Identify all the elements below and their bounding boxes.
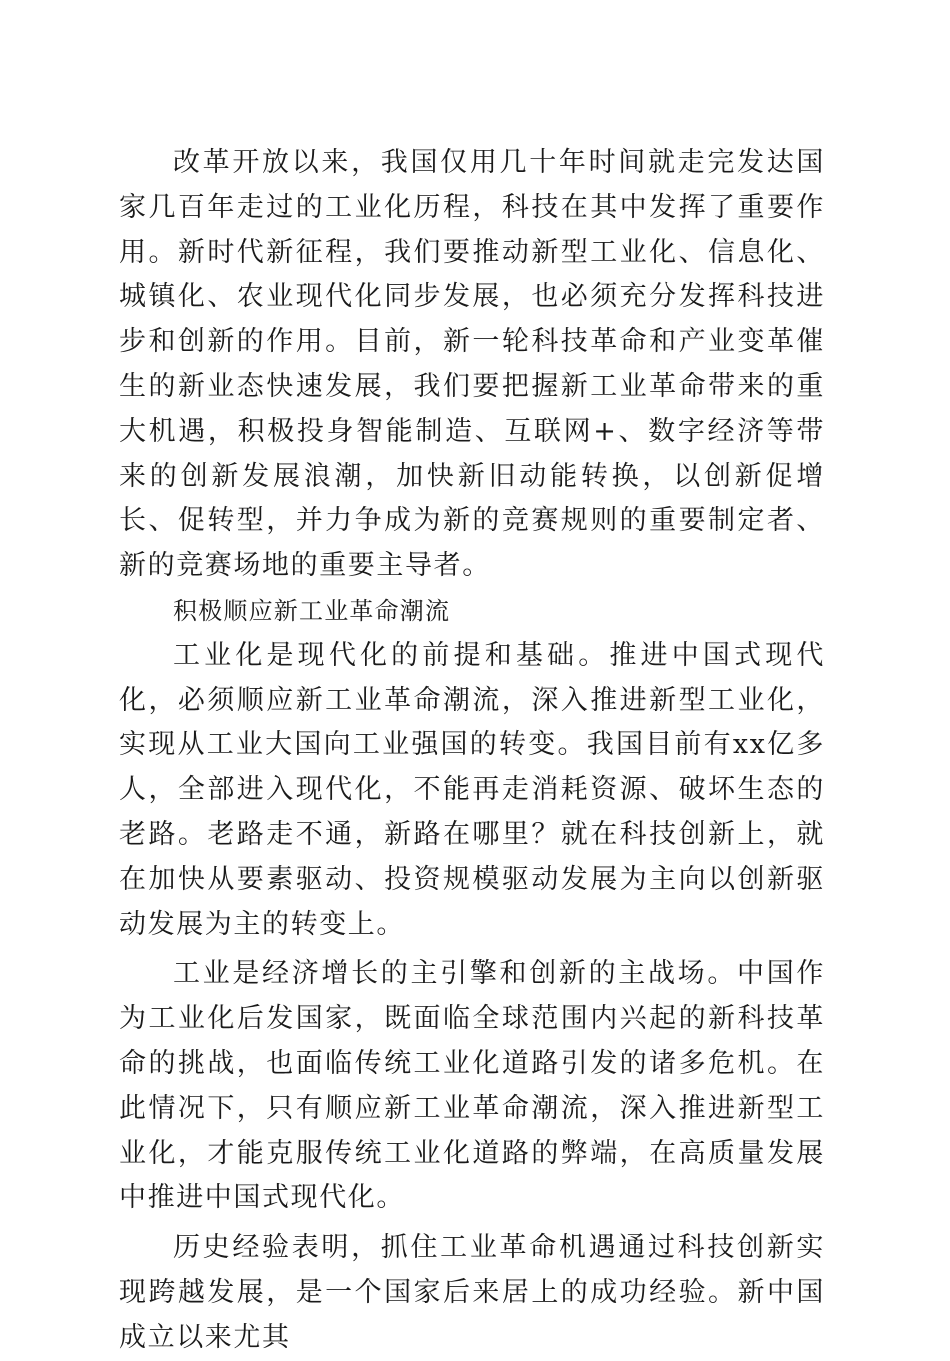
paragraph-historical-experience: 历史经验表明，抓住工业革命机遇通过科技创新实现跨越发展，是一个国家后来居上的成功经验。新中国成立以来尤其 [119, 1232, 825, 1353]
section-heading: 积极顺应新工业革命潮流 [173, 596, 451, 625]
paragraph-reform-opening: 改革开放以来，我国仅用几十年时间就走完发达国家几百年走过的工业化历程，科技在其中发挥了重要作用。新时代新征程，我们要推动新型工业化、信息化、城镇化、农业现代化同步发展，也必须充分发挥科技进步和创新的作用。目前，新一轮科技革命和产业变革催生的新业态快速发展，我们要把握新工业革命带来的重大机遇，积极投身智能制造、互联网+、数字经济等带来的创新发展浪潮，加快新旧动能转换，以创新促增长、促转型，并力争成为新的竞赛规则的重要制定者、新的竞赛场地的重要主导者。 [119, 147, 825, 582]
paragraph-industry-engine: 工业是经济增长的主引擎和创新的主战场。中国作为工业化后发国家，既面临全球范围内兴起的新科技革命的挑战，也面临传统工业化道路引发的诸多危机。在此情况下，只有顺应新工业革命潮流，深入推进新型工业化，才能克服传统工业化道路的弊端，在高质量发展中推进中国式现代化。 [119, 958, 825, 1214]
document-body [119, 141, 825, 1361]
paragraph-industrialization: 工业化是现代化的前提和基础。推进中国式现代化，必须顺应新工业革命潮流，深入推进新型工业化，实现从工业大国向工业强国的转变。我国目前有xx亿多人，全部进入现代化，不能再走消耗资源、破坏生态的老路。老路走不通，新路在哪里？就在科技创新上，就在加快从要素驱动、投资规模驱动发展为主向以创新驱动发展为主的转变上。 [119, 639, 825, 940]
